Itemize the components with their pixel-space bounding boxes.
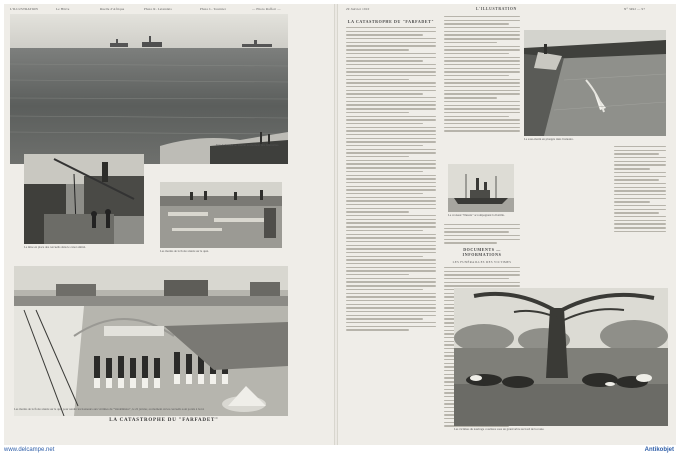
text-column-1 [346, 16, 436, 333]
photo-river-submarine [524, 30, 666, 136]
photo-procession [14, 266, 288, 416]
left-header-item-4: Photo R. Lelandais [144, 7, 172, 11]
photo-sea-rade [10, 14, 288, 164]
photo-cruiser [448, 164, 514, 212]
cruiser-illustration [448, 164, 514, 212]
caption-cruiser: Le croiseur "Dunois" accompagnant la flottille. [448, 214, 505, 217]
caption-procession: Les marins de la flotte réunis sur le quai pour rendre les honneurs aux victimes du "Vendémiaire", le 22 janvier, au moment où les cercueils sont portés à bord. [14, 407, 205, 411]
right-header-issue: N° 3492 — 97 [624, 7, 646, 11]
caption-crane: La mise en place des cercueils dans le canot amiral. [24, 246, 86, 249]
left-page [4, 4, 334, 445]
article-heading-2: DOCUMENTS — INFORMATIONS [462, 246, 502, 257]
photo-tree-victims [454, 288, 668, 426]
text-column-3 [614, 146, 666, 235]
right-header-title: L'ILLUSTRATION [476, 7, 517, 11]
crane-illustration [24, 154, 144, 244]
left-header-item-1: L'ILLUSTRATION [10, 7, 38, 11]
sea-illustration [10, 14, 288, 164]
left-header-item-5: Photo L. Tournier [200, 7, 227, 11]
deck-illustration [160, 182, 282, 248]
right-page [338, 4, 676, 445]
procession-illustration [14, 266, 288, 416]
caption-tree: Les victimes du naufrage couchées sous un grand arbre au bord de la route. [454, 428, 545, 431]
caption-deck: Les marins de la flotte réunis sur le quai. [160, 250, 209, 253]
newspaper-spread [4, 4, 676, 445]
text-column-2-top [444, 16, 520, 134]
river-illustration [524, 30, 666, 136]
footer-right-watermark: Antikobjet [644, 447, 674, 453]
tree-illustration [454, 288, 668, 426]
left-header-item-2: Le Hâvre [56, 7, 70, 11]
watermark-footer [0, 447, 680, 455]
article-heading-1: LA CATASTROPHE DU "FARFADET" [347, 19, 435, 24]
photo-deck-workers [160, 182, 282, 248]
right-header-date: 29 Janvier 1910 [346, 7, 370, 11]
left-header-item-3: Ruelle d'Afrique [100, 7, 125, 11]
left-header-item-6: — Photo Raffort — [252, 7, 281, 11]
article-subheading-2: LES FUNÉRAILLES DES VICTIMES [452, 259, 512, 264]
caption-sea: Vue de la rade de Toulon au moment des funérailles. [216, 144, 280, 147]
photo-ship-crane [24, 154, 144, 244]
footer-left-watermark: www.delcampe.net [4, 447, 55, 453]
left-page-title: LA CATASTROPHE DU "FARFADET" [109, 418, 219, 423]
caption-river: Le sous-marin en plongée dans l'estuaire. [524, 138, 574, 141]
